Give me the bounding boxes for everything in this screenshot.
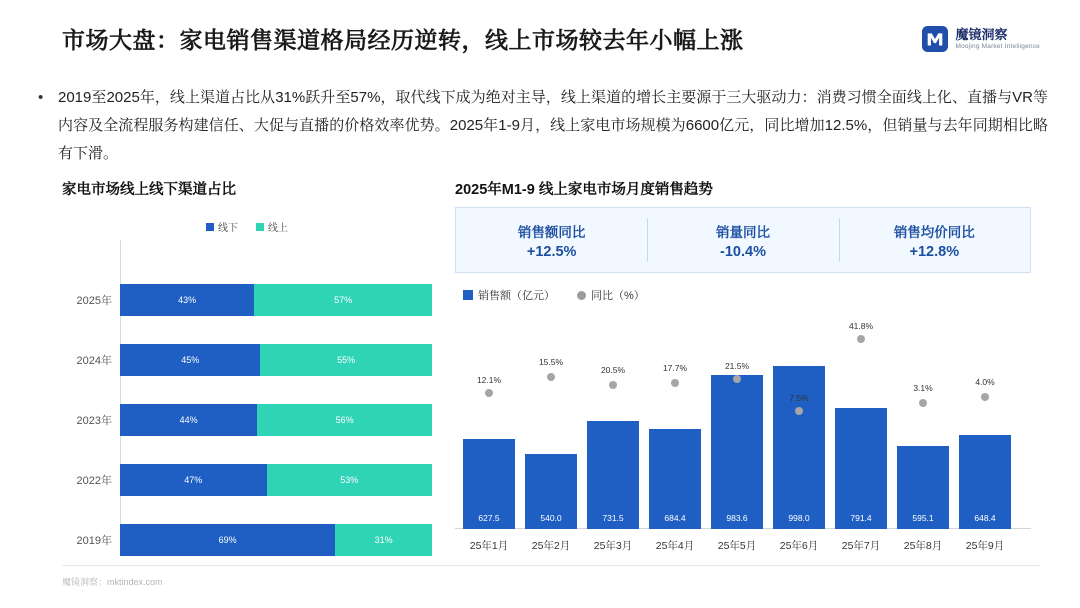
dot-yoy [919, 399, 927, 407]
moojing-logo-icon [922, 26, 948, 52]
bar-track [120, 524, 432, 556]
dot-yoy [609, 381, 617, 389]
stacked-bar-chart [62, 240, 432, 547]
bar-segment-value: 69% [218, 535, 237, 545]
bar-sales [835, 408, 887, 529]
category-label: 25年1月 [469, 540, 509, 552]
category-label: 25年5月 [717, 540, 757, 552]
category-label: 2019年 [76, 535, 112, 547]
bar-segment-offline [120, 284, 254, 316]
category-label: 2024年 [76, 355, 112, 367]
dot-value-label: 3.1% [913, 383, 933, 393]
bar-segment-value: 45% [181, 355, 200, 365]
legend-swatch-sales-icon [463, 290, 473, 300]
chart-row [62, 524, 432, 556]
bar-sales [773, 366, 825, 529]
monthly-trend-panel [455, 178, 1031, 559]
bar-segment-online [260, 344, 432, 376]
category-label: 25年2月 [531, 540, 571, 552]
brand-text [955, 28, 1040, 50]
bar-segment-online [254, 284, 432, 316]
bar-segment-online [335, 524, 432, 556]
chart-row [62, 464, 432, 496]
kpi-label: 销量同比 [715, 224, 770, 240]
right-chart-legend [463, 287, 1031, 303]
summary-bullet [38, 84, 1048, 168]
bar-segment-value: 53% [340, 475, 359, 485]
legend-label-yoy: 同比（%） [591, 290, 645, 302]
dot-yoy [547, 373, 555, 381]
category-label: 25年9月 [965, 540, 1005, 552]
bar-segment-value: 55% [337, 355, 356, 365]
category-label: 2022年 [76, 475, 112, 487]
legend-swatch-yoy-icon [577, 291, 586, 300]
bar-track [120, 344, 432, 376]
slide-header [0, 0, 1080, 72]
dot-yoy [795, 407, 803, 415]
bar-value-label: 731.5 [602, 513, 624, 523]
category-label: 25年8月 [903, 540, 943, 552]
dot-value-label: 4.0% [975, 377, 995, 387]
legend-label-sales: 销售额（亿元） [478, 290, 555, 302]
dot-yoy [857, 335, 865, 343]
left-chart-title: 家电市场线上线下渠道占比 [62, 182, 236, 198]
bar-segment-value: 57% [334, 295, 353, 305]
bar-segment-online [257, 404, 432, 436]
legend-item-yoy [577, 287, 645, 303]
dot-yoy [671, 379, 679, 387]
kpi-value: +12.5% [526, 243, 577, 260]
right-chart-title: 2025年M1-9 线上家电市场月度销售趋势 [455, 182, 713, 198]
dot-yoy [733, 375, 741, 383]
legend-swatch-offline-icon [206, 223, 214, 231]
dot-value-label: 17.7% [662, 363, 688, 373]
bar-value-label: 648.4 [974, 513, 996, 523]
category-label: 25年3月 [593, 540, 633, 552]
chart-row [62, 404, 432, 436]
bullet-marker: • [38, 89, 44, 106]
bar-track [120, 284, 432, 316]
dot-value-label: 12.1% [476, 375, 502, 385]
bar-segment-value: 31% [374, 535, 393, 545]
kpi-label: 销售均价同比 [893, 224, 975, 240]
bar-segment-offline [120, 404, 257, 436]
category-label: 25年7月 [841, 540, 881, 552]
bar-value-label: 627.5 [478, 513, 500, 523]
bar-segment-online [267, 464, 432, 496]
bullet-text: 2019至2025年，线上渠道占比从31%跃升至57%，取代线下成为绝对主导，线上渠道的增长主要源于三大驱动力：消费习惯全面线上化、直播与VR等内容及全流程服务构建信任、大促与直播的价格效率优势。2025年1-9月，线上家电市场规模为6600亿元，同比增加12.5%，但销量与去年同期相比略有下滑。 [58, 89, 1048, 162]
bar-segment-offline [120, 344, 260, 376]
bar-segment-value: 44% [179, 415, 198, 425]
dot-value-label: 41.8% [848, 321, 874, 331]
legend-item-offline [206, 219, 238, 234]
bar-track [120, 404, 432, 436]
legend-item-sales [463, 287, 555, 303]
dot-value-label: 20.5% [600, 365, 626, 375]
chart-row [62, 344, 432, 376]
bar-value-label: 791.4 [850, 513, 872, 523]
left-chart-legend [62, 219, 432, 234]
monthly-combo-chart [455, 307, 1031, 559]
bar-segment-offline [120, 524, 335, 556]
footer-divider [62, 565, 1040, 566]
dot-value-label: 15.5% [538, 357, 564, 367]
bar-segment-value: 43% [178, 295, 197, 305]
bar-segment-value: 56% [335, 415, 354, 425]
channel-share-chart-panel [62, 178, 432, 547]
bar-value-label: 540.0 [540, 513, 562, 523]
kpi-sales-yoy [456, 208, 647, 272]
dot-value-label: 21.5% [724, 361, 750, 371]
footer-source: 魔镜洞察：mktindex.com [62, 577, 163, 587]
legend-label-offline: 线下 [218, 223, 238, 234]
category-label: 2023年 [76, 415, 112, 427]
brand-subtitle: Moojing Market Intelligence [955, 42, 1040, 50]
dot-yoy [485, 389, 493, 397]
brand-logo-group [922, 26, 1040, 52]
kpi-avg-price-yoy [839, 208, 1030, 272]
bar-track [120, 464, 432, 496]
legend-swatch-online-icon [256, 223, 264, 231]
kpi-row [455, 207, 1031, 273]
page-title: 市场大盘：家电销售渠道格局经历逆转，线上市场较去年小幅上涨 [62, 27, 744, 53]
kpi-label: 销售额同比 [517, 224, 586, 240]
dot-value-label: 7.5% [789, 393, 809, 403]
bar-value-label: 595.1 [912, 513, 934, 523]
dot-yoy [981, 393, 989, 401]
category-label: 25年4月 [655, 540, 695, 552]
bar-value-label: 684.4 [664, 513, 686, 523]
category-label: 2025年 [76, 295, 112, 307]
bar-sales [711, 375, 763, 529]
kpi-value: -10.4% [720, 243, 766, 260]
bar-segment-value: 47% [184, 475, 203, 485]
chart-row [62, 284, 432, 316]
bar-segment-offline [120, 464, 267, 496]
bar-value-label: 998.0 [788, 513, 810, 523]
kpi-volume-yoy [647, 208, 838, 272]
legend-label-online: 线上 [268, 223, 288, 234]
kpi-value: +12.8% [909, 243, 960, 260]
bar-value-label: 983.6 [726, 513, 748, 523]
legend-item-online [256, 219, 288, 234]
category-label: 25年6月 [779, 540, 819, 552]
brand-name: 魔镜洞察 [955, 26, 1008, 42]
